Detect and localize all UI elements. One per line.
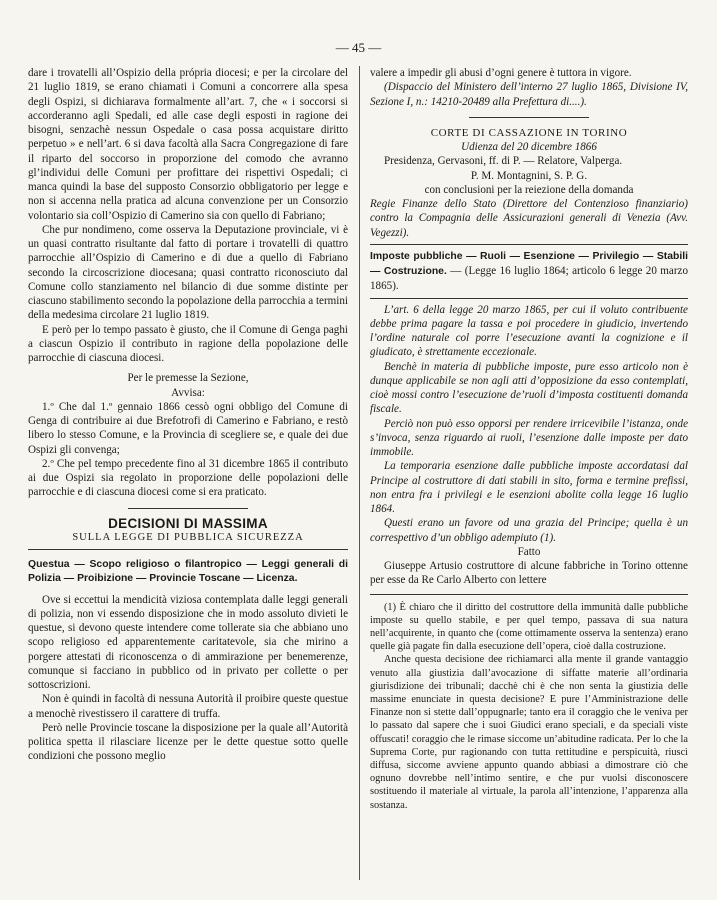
footnote-rule	[370, 594, 688, 595]
divider	[28, 549, 348, 550]
paragraph: Che pur nondimeno, come osserva la Deputazione provinciale, vi è un quasi contratto risultante dal fatto di portare i trovatelli di quattro parrocchie all’Ospizio di Camerino e di due a quello di Fabriano secondo la circoscrizione diocesana; quasi contratto riconosciuto dal Comune collo stanziamento nel bilancio di due somme distinte per ciascuno stabilimento secondo la popolazione della parrocchia a termini della medesima circolare 21 luglio 1819.	[28, 223, 348, 322]
left-column	[28, 66, 348, 764]
hearing-date: Udienza del 20 dicembre 1866	[461, 141, 597, 153]
fatto-heading: Fatto	[517, 545, 541, 558]
divider	[469, 117, 589, 118]
paragraph: Giuseppe Artusio costruttore di alcune fabbriche in Torino ottenne per esse da Re Carlo Alberto con lettere	[370, 560, 688, 587]
divider	[370, 244, 688, 245]
column-divider	[359, 66, 360, 880]
maxim: Benchè in materia di pubbliche imposte, pure esso articolo non è dunque applicabile se non agli atti d’opposizione da esso contemplati, cioè mossi contro l’esecuzione de’ruoli d’imposta costituenti domanda fiscale.	[370, 360, 688, 416]
paragraph: 2.º Che pel tempo precedente fino al 31 dicembre 1865 il contributo ai due Ospizi sia regolato in proporzione delle popolazioni delle parrocchie e di ciascuna diocesi come si era praticato.	[28, 457, 348, 499]
keywords-heading: Imposte pubbliche — Ruoli — Esenzione — Privilegio — Stabili — Costruzione.	[370, 250, 688, 277]
right-column	[370, 66, 688, 812]
maxim: Perciò non può esso opporsi per rendere irricevibile l’istanza, onde s’invoca, senza riguardo ai ruoli, l’esenzione dalle imposte per dato immobile.	[370, 417, 688, 458]
conclusions: con conclusioni per la reiezione della domanda	[424, 183, 634, 196]
paragraph: Non è quindi in facoltà di nessuna Autorità il proibire queste questue a menochè rivestissero il carattere di truffa.	[28, 693, 348, 720]
court-title: CORTE DI CASSAZIONE IN TORINO	[430, 126, 628, 139]
paragraph: E però per lo tempo passato è giusto, che il Comune di Genga paghi a ciascun Ospizio il contributo in ragione della popolazione delle parrocchie di ciascuna diocesi.	[28, 323, 348, 364]
paragraph: Però nelle Provincie toscane la disposizione per la quale all’Autorità politica spetta il rilasciare licenze per le dette questue sotto quelle condizioni che possono meglio	[28, 721, 348, 763]
divider	[128, 508, 248, 509]
maxim: L’art. 6 della legge 20 marzo 1865, per cui il voluto contribuente debbe prima pagare la tassa e poi procedere in giudicio, invertendo l’ordine naturale col porre l’esecuzione avanti la cognizione e il giudicato, è strettamente eccezionale.	[370, 303, 688, 359]
divider	[370, 298, 688, 299]
maxim: La temporaria esenzione dalle pubbliche imposte accordatasi dal Principe al costruttore di dati stabili in sito, forma e termine prefissi, non entra fra i privilegi e le esenzioni abolite colla legge 16 luglio 1864.	[370, 460, 688, 515]
maxim: Questi erano un favore od una grazia del Principe; quella è un correspettivo d’un obbligo adempiuto (1).	[370, 517, 688, 544]
paragraph: dare i trovatelli all’Ospizio della própria diocesi; e per la circolare del 21 luglio 1819, se erano chiamati i Comuni a concorrere alla spesa degli Ospizi, si dichiarava formalmente all’art. 7, che « i soccorsi si accorderanno agli Spedali, ed alle case degli esposti in ragione dei bisogni, senzachè nessun Ospedale o casa possa acquistare diritto perpetuo » e nell’art. 6 si dava facoltà alla Sacra Congregazione di fare il riparto del soccorso in proporzione del comodo che avranno gl’individui delle Comuni per profittare dei rispettivi Ospedali; ci manca quindi la base del supposto Consorzio obbligatorio per legge e non si accenna nella pratica ad alcuna convenzione per un Consorzio volontario sia coll’Ospizio di Camerino sia con quello di Fabriano;	[28, 67, 348, 222]
parties: Regie Finanze dello Stato (Direttore del Contenzioso finanziario) contro la Compagnia delle Assicurazioni generali di Venezia (Avv. Vegezzi).	[370, 198, 688, 239]
section-premise: Per le premesse la Sezione,	[127, 372, 249, 385]
avvisa-heading: Avvisa:	[171, 386, 205, 399]
footnote: Anche questa decisione dee richiamarci alla mente il grande vantaggio venuto alla giustizia dall’avocazione di siffatte materie all’ordinaria giurisdizione dei tribunali; dacchè chi è che non senta la giustizia delle massime enunciate in questa decisione? E pure l’Amministrazione delle Finanze non si stette dall’oppugnarle; tanto era il coraggio che le veniva per lo passato dal sapere che i suoi Giudici erano speciali, e da speciali viste offuscati! coraggio che le rimase siccome un’abitudine radicata. Per lo che la Suprema Corte, pur ragionando con tutta rettitudine e perspicuità, riuscì diffusa, siccome avviene appunto quando abbiasi a dimostrare ciò che ognuno dovrebbe nell’intimo sentire, e che pur vuolsi disconoscere sostituendo il materiale al virtuale, la parola all’intenzione, l’apparenza alla sostanza.	[370, 654, 688, 811]
citation: (Dispaccio del Ministero dell’interno 27 luglio 1865, Divisione IV, Sezione I, n.: 14210-20489 alla Prefettura di....).	[370, 81, 688, 108]
presidency: Presidenza, Gervasoni, ff. di P. — Relatore, Valperga.	[384, 155, 623, 168]
law-reference: — (Legge 16 luglio 1864; articolo 6 legge 20 marzo 1865).	[370, 265, 689, 293]
section-title: DECISIONI DI MASSIMA	[108, 515, 268, 531]
paragraph: valere a impedir gli abusi d’ogni genere è tuttora in vigore.	[370, 67, 632, 79]
paragraph: Ove si eccettui la mendicità viziosa contemplata dalle leggi generali di polizia, non vi essendo disposizione che in modo assoluto divieti le questue, si devono queste intendere come tollerate sia che abbiano uno scopo religioso ed apparentemente caritatevole, sia che mirino a porgere attestati di riconoscenza o di ammirazione per benemerenze, comunque si facciano in pubblico od in privato per collette o per sottoscrizioni.	[28, 593, 348, 691]
public-ministry: P. M. Montagnini, S. P. G.	[470, 169, 588, 182]
keywords-heading: Questua — Scopo religioso o filantropico — Leggi generali di Polizia — Proibizione — Provincie Toscane — Licenza.	[28, 559, 348, 585]
footnote: (1) È chiaro che il diritto del costruttore della immunità dalle pubbliche imposte su quello stabile, e per quel tempo, passava di sua natura nell’acquirente, in quanto che (come ottimamente osserva la sentenza) erano quelle già pagate fin dalla esecuzione dell’opera, cioè dalla costruzione.	[370, 601, 688, 653]
page-number: — 45 —	[335, 40, 382, 55]
paragraph: 1.º Che dal 1.º gennaio 1866 cessò ogni obbligo del Comune di Genga di contribuire ai due Brefotrofi di Camerino e Fabriano, e restò libero lo stesso Comune, e la Provincia di scegliere se, e quale dei due Ospizi gli convenga;	[28, 400, 348, 456]
section-subtitle: SULLA LEGGE DI PUBBLICA SICUREZZA	[72, 531, 304, 543]
